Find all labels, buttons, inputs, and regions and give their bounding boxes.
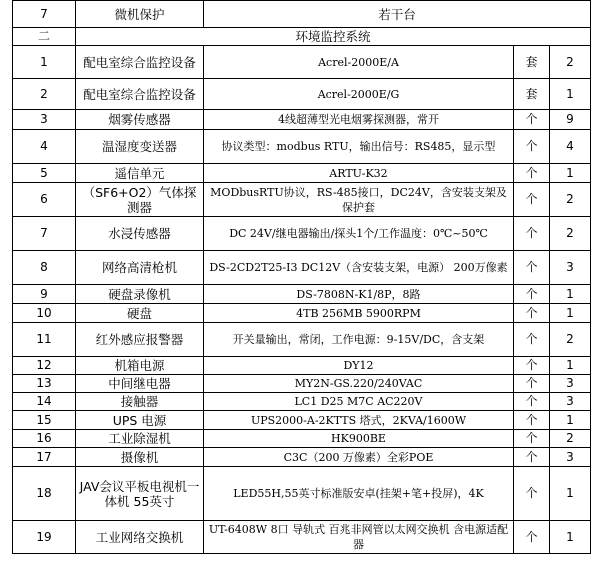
table-row (13, 251, 591, 285)
row-number: 5 (13, 164, 76, 183)
item-unit: 个 (514, 110, 550, 130)
item-quantity: 2 (550, 46, 591, 79)
item-quantity: 1 (550, 304, 591, 323)
item-spec: 开关量输出，常闭，工作电源：9-15V/DC，含支架 (204, 323, 514, 357)
row-number: 2 (13, 79, 76, 110)
item-name: 硬盘录像机 (76, 285, 204, 304)
item-quantity: 3 (550, 251, 591, 285)
table-row (13, 411, 591, 430)
item-name: 配电室综合监控设备 (76, 79, 204, 110)
item-name: 机箱电源 (76, 357, 204, 375)
row-number: 10 (13, 304, 76, 323)
item-quantity: 1 (550, 357, 591, 375)
row-number: 11 (13, 323, 76, 357)
table-row (13, 323, 591, 357)
table-row (13, 217, 591, 251)
item-name: 工业除湿机 (76, 430, 204, 448)
item-name: 摄像机 (76, 448, 204, 467)
table-row (13, 375, 591, 393)
item-unit: 个 (514, 130, 550, 164)
table-row (13, 304, 591, 323)
item-unit: 个 (514, 323, 550, 357)
item-name: 温湿度变送器 (76, 130, 204, 164)
item-name: （SF6+O2）气体探测器 (76, 183, 204, 217)
row-number: 9 (13, 285, 76, 304)
item-quantity: 9 (550, 110, 591, 130)
item-quantity: 1 (550, 467, 591, 521)
table-row (13, 1, 591, 28)
item-quantity: 1 (550, 521, 591, 554)
item-quantity: 3 (550, 448, 591, 467)
item-unit: 个 (514, 448, 550, 467)
table-row (13, 448, 591, 467)
item-name: 配电室综合监控设备 (76, 46, 204, 79)
item-unit: 个 (514, 251, 550, 285)
item-quantity: 1 (550, 411, 591, 430)
item-spec: UPS2000-A-2KTTS 塔式，2KVA/1600W (204, 411, 514, 430)
row-number: 6 (13, 183, 76, 217)
item-unit: 个 (514, 411, 550, 430)
row-number: 7 (13, 1, 76, 28)
section-title: 环境监控系统 (76, 28, 591, 46)
table-row (13, 467, 591, 521)
item-spec: HK900BE (204, 430, 514, 448)
item-name: 微机保护 (76, 1, 204, 28)
table-row (13, 110, 591, 130)
item-name: 中间继电器 (76, 375, 204, 393)
section-row (13, 28, 591, 46)
item-spec: UT-6408W 8口 导轨式 百兆非网管以太网交换机 含电源适配器 (204, 521, 514, 554)
item-quantity: 2 (550, 323, 591, 357)
item-name: 遥信单元 (76, 164, 204, 183)
item-spec: ARTU-K32 (204, 164, 514, 183)
table-row (13, 46, 591, 79)
item-spec: DS-2CD2T25-I3 DC12V（含安装支架，电源） 200万像素 (204, 251, 514, 285)
item-name: 工业网络交换机 (76, 521, 204, 554)
item-name: 网络高清枪机 (76, 251, 204, 285)
table-row (13, 357, 591, 375)
row-number: 12 (13, 357, 76, 375)
item-quantity: 4 (550, 130, 591, 164)
item-spec: LED55H,55英寸标准版安卓(挂架+笔+投屏)，4K (204, 467, 514, 521)
section-number: 二 (13, 28, 76, 46)
item-spec: Acrel-2000E/A (204, 46, 514, 79)
row-number: 18 (13, 467, 76, 521)
table-row (13, 393, 591, 411)
item-unit: 套 (514, 79, 550, 110)
item-name: UPS 电源 (76, 411, 204, 430)
row-number: 7 (13, 217, 76, 251)
row-number: 14 (13, 393, 76, 411)
item-name: 红外感应报警器 (76, 323, 204, 357)
item-unit: 个 (514, 285, 550, 304)
item-unit: 个 (514, 521, 550, 554)
item-unit: 个 (514, 393, 550, 411)
item-unit: 个 (514, 304, 550, 323)
item-name: 接触器 (76, 393, 204, 411)
row-number: 4 (13, 130, 76, 164)
item-spec: C3C（200 万像素）全彩POE (204, 448, 514, 467)
table-row (13, 430, 591, 448)
item-unit: 个 (514, 164, 550, 183)
item-spec: MODbusRTU协议，RS-485接口，DC24V，含安装支架及保护套 (204, 183, 514, 217)
item-spec: DC 24V/继电器输出/探头1个/工作温度：0℃~50℃ (204, 217, 514, 251)
row-number: 13 (13, 375, 76, 393)
item-unit: 个 (514, 467, 550, 521)
item-quantity: 1 (550, 285, 591, 304)
item-spec: 4线超薄型光电烟雾探测器，常开 (204, 110, 514, 130)
row-number: 19 (13, 521, 76, 554)
row-number: 1 (13, 46, 76, 79)
table-row (13, 130, 591, 164)
item-unit: 个 (514, 217, 550, 251)
row-number: 16 (13, 430, 76, 448)
row-number: 8 (13, 251, 76, 285)
table-row (13, 164, 591, 183)
item-unit: 套 (514, 46, 550, 79)
item-name: 烟雾传感器 (76, 110, 204, 130)
item-quantity: 3 (550, 375, 591, 393)
item-quantity: 1 (550, 164, 591, 183)
table-row (13, 183, 591, 217)
table-row (13, 521, 591, 554)
item-unit: 个 (514, 430, 550, 448)
item-name: JAV会议平板电视机一体机 55英寸 (76, 467, 204, 521)
item-name: 硬盘 (76, 304, 204, 323)
item-spec: DY12 (204, 357, 514, 375)
table-row (13, 79, 591, 110)
item-unit: 个 (514, 375, 550, 393)
item-quantity: 2 (550, 430, 591, 448)
row-number: 15 (13, 411, 76, 430)
row-number: 3 (13, 110, 76, 130)
item-quantity: 3 (550, 393, 591, 411)
item-spec: DS-7808N-K1/8P，8路 (204, 285, 514, 304)
item-spec: Acrel-2000E/G (204, 79, 514, 110)
item-name: 水浸传感器 (76, 217, 204, 251)
item-spec: LC1 D25 M7C AC220V (204, 393, 514, 411)
item-spec: 4TB 256MB 5900RPM (204, 304, 514, 323)
item-quantity: 2 (550, 183, 591, 217)
item-spec: MY2N-GS.220/240VAC (204, 375, 514, 393)
item-spec: 协议类型：modbus RTU，输出信号：RS485，显示型 (204, 130, 514, 164)
item-unit: 个 (514, 357, 550, 375)
item-quantity: 1 (550, 79, 591, 110)
row-number: 17 (13, 448, 76, 467)
table-row (13, 285, 591, 304)
equipment-table (12, 0, 591, 554)
item-unit: 个 (514, 183, 550, 217)
item-quantity: 2 (550, 217, 591, 251)
item-spec: 若干台 (204, 1, 591, 28)
